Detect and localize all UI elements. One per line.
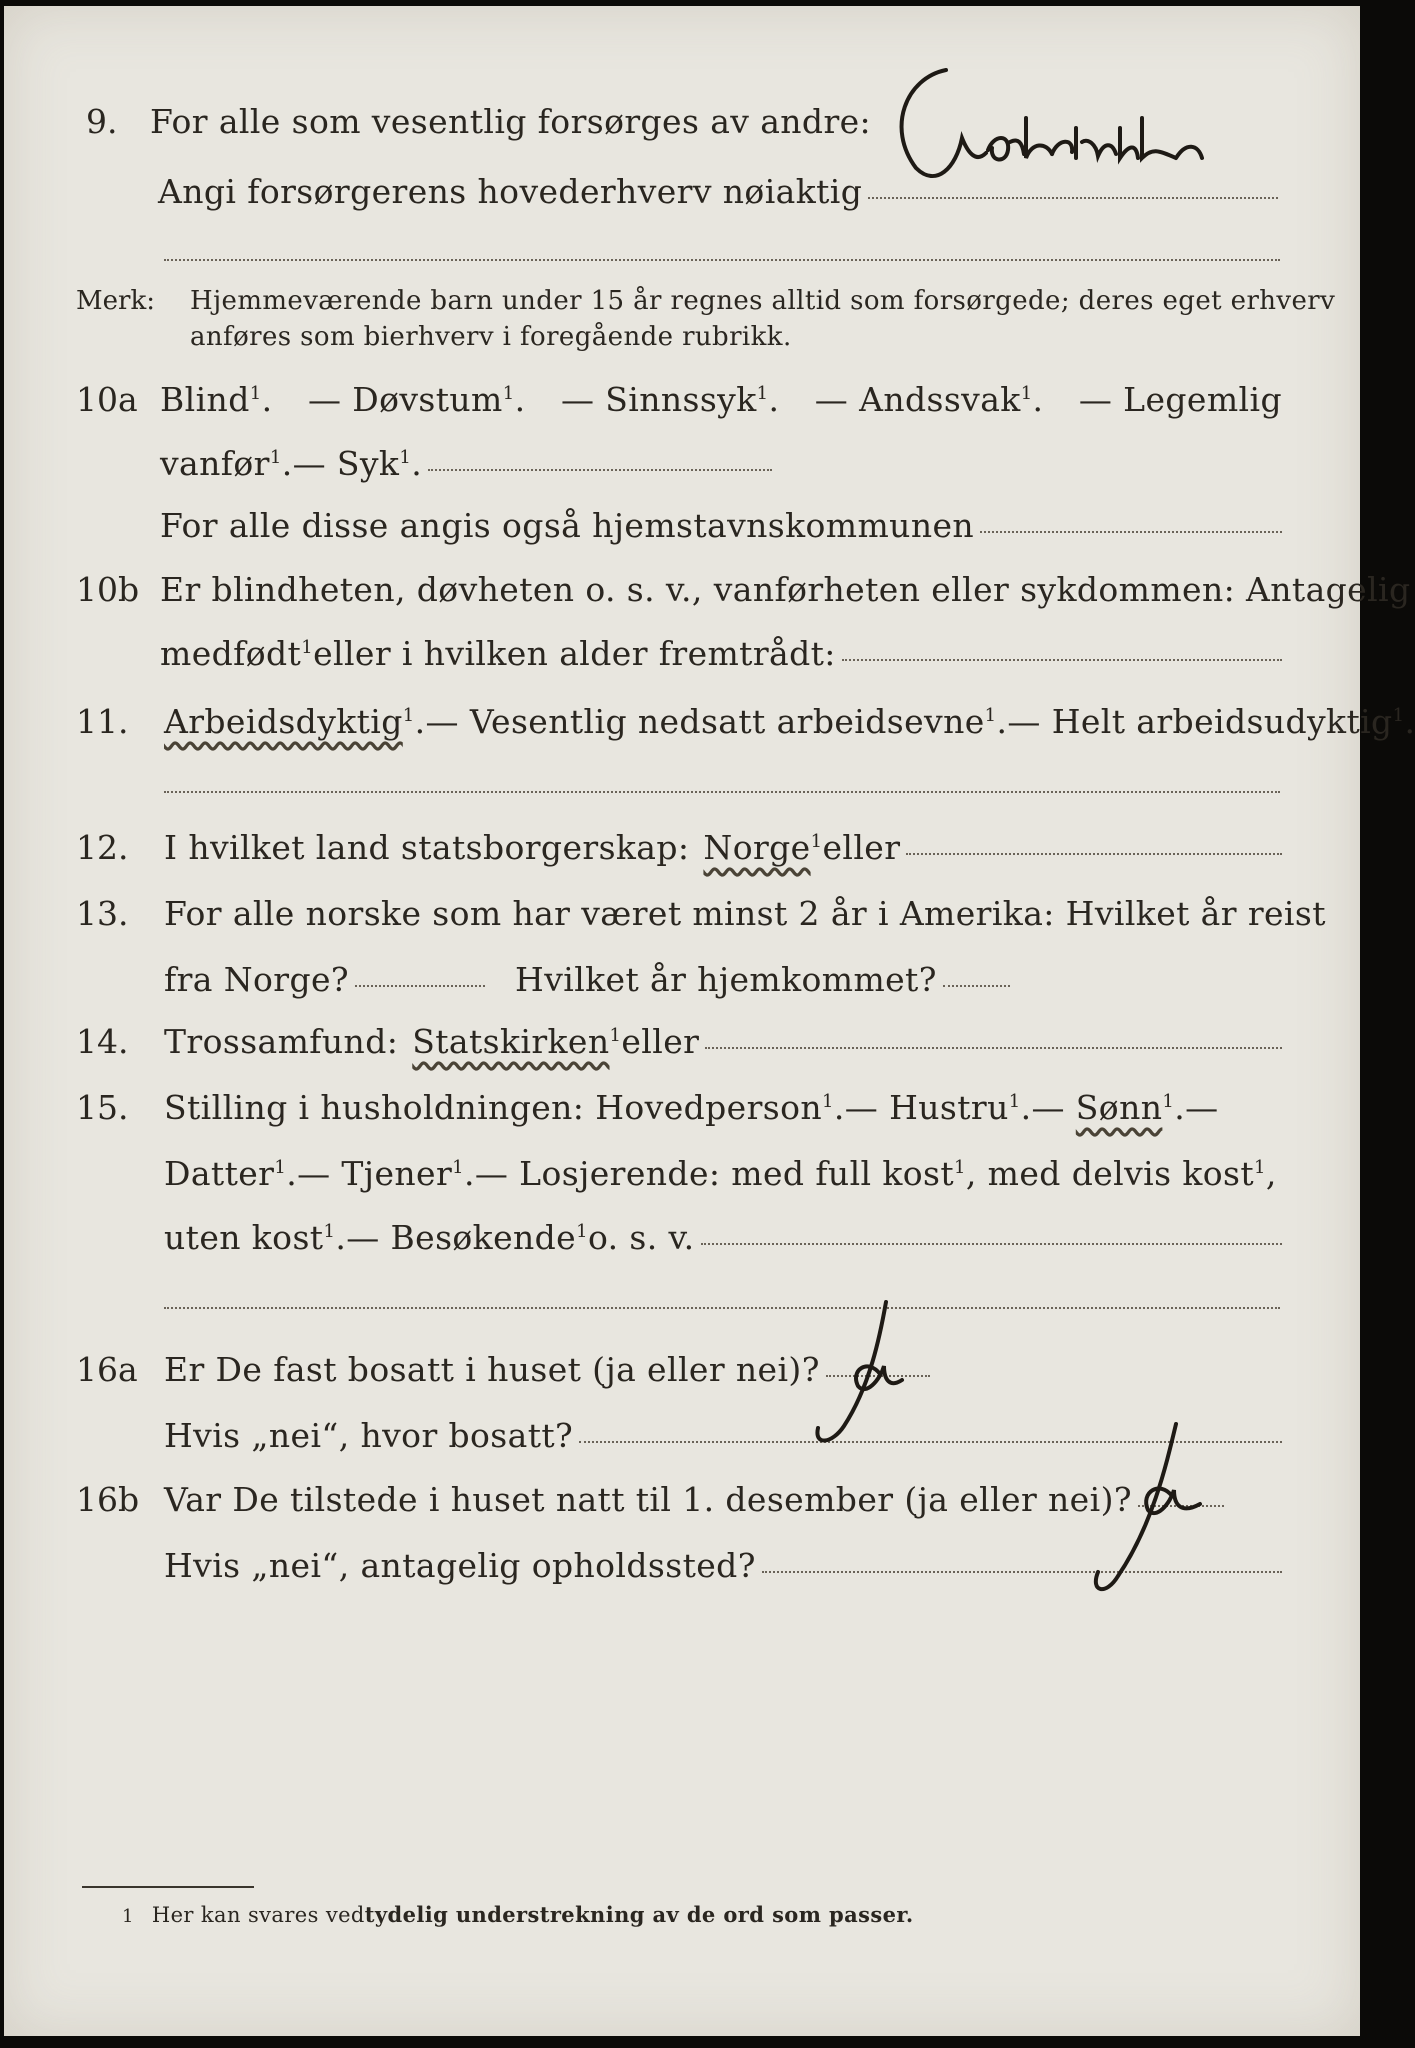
q10a-number: 10a <box>76 380 138 419</box>
q15-comma: , <box>1265 1154 1277 1193</box>
q11-extra-line <box>164 790 1280 793</box>
q14-statskirken: Statskirken$^1$ <box>412 1022 622 1061</box>
q10a-hjemstavn-text: For alle disse angis også hjemstavnskommunen <box>160 506 975 545</box>
q13-text1: For alle norske som har været minst 2 år i Amerika: Hvilket år reist <box>164 894 1326 933</box>
q10a-vanfor: vanfør$^1$. <box>160 444 293 483</box>
census-form-page <box>4 6 1415 2036</box>
q9-answer-line <box>868 196 1278 199</box>
q16a-number: 16a <box>76 1350 138 1389</box>
q16b-text1: Var De tilstede i huset natt til 1. desember (ja eller nei)? <box>164 1480 1132 1519</box>
q15-uten-kost: uten kost$^1$. <box>164 1218 347 1257</box>
q15-number: 15. <box>76 1088 129 1127</box>
q16a-handwriting-svg <box>784 1296 924 1456</box>
q12-line <box>164 828 1282 867</box>
q12-number: 12. <box>76 828 129 867</box>
q13-reist-line <box>355 984 485 987</box>
merk-text1: Hjemmeværende barn under 15 år regnes alltid som forsørgede; deres eget erhverv <box>190 286 1336 316</box>
q10b-line2 <box>160 634 1282 673</box>
q13-number: 13. <box>76 894 129 933</box>
footnote-rule <box>82 1886 254 1888</box>
q10b-text1: Er blindheten, døvheten o. s. v., vanførheten eller sykdommen: Antagelig <box>160 570 1411 609</box>
q15-answer-line <box>701 1242 1282 1245</box>
q13-hjemkommet-line <box>943 984 1010 987</box>
q11-line <box>164 702 1415 741</box>
q10b-medfodt: medfødt$^1$ <box>160 634 314 673</box>
q10a-blind: Blind$^1$. <box>160 380 273 419</box>
q14-line <box>164 1022 1282 1061</box>
q16b-answer-text: Ja <box>1044 1416 1045 1417</box>
q11-arbeidsdyktig: Arbeidsdyktig$^1$. <box>164 702 426 741</box>
q15-dash: — <box>1185 1088 1219 1127</box>
q9-handwritten-answer <box>876 58 1256 192</box>
q10a-line3 <box>160 506 1282 545</box>
q15-osv: o. s. v. <box>587 1218 695 1257</box>
q14-answer-line <box>705 1046 1282 1049</box>
q9-text2: Angi forsørgerens hovederhverv nøiaktig <box>158 172 863 211</box>
q10b-answer-line <box>842 658 1282 661</box>
q10a-line1 <box>160 380 1282 419</box>
q9-answer-text: Gårdsbruker <box>876 58 883 59</box>
q15-besokende: — Besøkende$^1$ <box>346 1218 588 1257</box>
q15-datter: Datter$^1$. <box>164 1154 298 1193</box>
q16a-text1: Er De fast bosatt i huset (ja eller nei)? <box>164 1350 820 1389</box>
q13-hjemkommet-label: Hvilket år hjemkommet? <box>515 960 937 999</box>
q15-sonn: — Sønn$^1$. <box>1031 1088 1186 1127</box>
q11-nedsatt: — Vesentlig nedsatt arbeidsevne$^1$. <box>425 702 1008 741</box>
q14-number: 14. <box>76 1022 129 1061</box>
q12-norge: Norge$^1$ <box>703 828 823 867</box>
q13-reist-label: fra Norge? <box>164 960 350 999</box>
q10a-sinnssyk: — Sinnssyk$^1$. <box>560 380 780 419</box>
q14-text: Trossamfund: <box>164 1022 399 1061</box>
q10b-text2: eller i hvilken alder fremtrådt: <box>313 634 836 673</box>
q15-line1 <box>164 1088 1286 1127</box>
footnote-text-a: Her kan svares ved <box>151 1903 365 1927</box>
q9-handwriting-svg <box>876 58 1256 188</box>
q10a-line2 <box>160 444 772 483</box>
q16b-handwritten-answer <box>1044 1416 1224 1610</box>
q10a-legemlig: — Legemlig <box>1078 380 1282 419</box>
q11-number: 11. <box>76 702 129 741</box>
q9-text1: For alle som vesentlig forsørges av andre: <box>150 102 872 141</box>
q15-hovedperson: Stilling i husholdningen: Hovedperson$^1$. <box>164 1088 845 1127</box>
q15-line2 <box>164 1154 1286 1193</box>
q16a-handwritten-answer <box>784 1296 924 1460</box>
q15-hustru: — Hustru$^1$. <box>844 1088 1032 1127</box>
q10a-syk-line <box>428 468 772 471</box>
q12-answer-line <box>906 852 1282 855</box>
q15-extra-line <box>164 1306 1280 1309</box>
q12-eller: eller <box>822 828 901 867</box>
q15-line3 <box>164 1218 1282 1257</box>
q13-line2 <box>164 960 1010 999</box>
q14-eller: eller <box>621 1022 700 1061</box>
q16a-text2: Hvis „nei“, hvor bosatt? <box>164 1416 574 1455</box>
q10b-line1 <box>160 570 1411 609</box>
q10b-number: 10b <box>76 570 140 609</box>
q9-line1 <box>150 102 872 141</box>
q9-extra-line <box>164 258 1280 261</box>
footnote-text-b: tydelig understrekning av de ord som passer. <box>364 1902 914 1927</box>
merk-label: Merk: <box>76 286 155 316</box>
footnote <box>122 1902 914 1927</box>
q10a-dovstum: — Døvstum$^1$. <box>307 380 526 419</box>
merk-line1 <box>190 286 1335 316</box>
q15-full-kost: — Losjerende: med full kost$^1$ <box>474 1154 966 1193</box>
q16b-text2: Hvis „nei“, antagelig opholdssted? <box>164 1546 756 1585</box>
q11-udyktig: — Helt arbeidsudyktig$^1$. <box>1007 702 1415 741</box>
q16b-handwriting-svg <box>1044 1416 1224 1606</box>
q10a-syk: — Syk$^1$. <box>292 444 423 483</box>
q16b-number: 16b <box>76 1480 140 1519</box>
footnote-mark: 1 <box>122 1906 134 1927</box>
q9-number: 9. <box>86 102 118 141</box>
merk-line2 <box>190 322 792 352</box>
q15-delvis-kost: , med delvis kost$^1$ <box>965 1154 1266 1193</box>
q10a-andssvak: — Andssvak$^1$. <box>814 380 1044 419</box>
q16a-answer-text: Ja <box>784 1296 785 1297</box>
q10a-hjemstavn-line <box>980 530 1282 533</box>
q12-text: I hvilket land statsborgerskap: <box>164 828 690 867</box>
q15-tjener: — Tjener$^1$. <box>297 1154 475 1193</box>
q13-line1 <box>164 894 1326 933</box>
merk-text2: anføres som bierhverv i foregående rubrikk. <box>190 322 792 352</box>
